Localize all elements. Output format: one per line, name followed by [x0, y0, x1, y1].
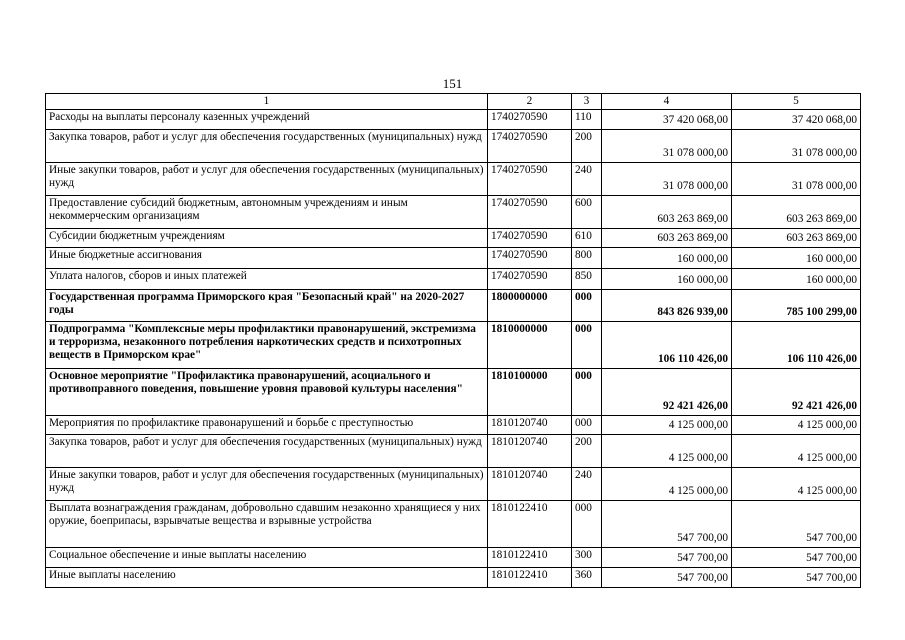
row-value-5-cell: 4 125 000,00	[732, 468, 861, 501]
row-name-cell: Расходы на выплаты персоналу казенных учреждений	[46, 110, 488, 130]
row-code-cell: 1740270590	[488, 229, 572, 248]
row-code-cell: 1810122410	[488, 501, 572, 548]
row-value-4-cell: 92 421 426,00	[602, 369, 732, 416]
table-row	[46, 548, 861, 568]
row-value-5-cell: 31 078 000,00	[732, 163, 861, 196]
row-value-4-cell: 160 000,00	[602, 269, 732, 290]
table-row	[46, 416, 861, 435]
table-row	[46, 248, 861, 269]
row-value-4-cell: 547 700,00	[602, 501, 732, 548]
row-value-4-cell: 4 125 000,00	[602, 435, 732, 468]
table-row	[46, 290, 861, 322]
row-name-cell: Закупка товаров, работ и услуг для обеспечения государственных (муниципальных) нужд	[46, 130, 488, 163]
table-row	[46, 163, 861, 196]
row-name-cell: Иные закупки товаров, работ и услуг для обеспечения государственных (муниципальных) нужд	[46, 163, 488, 196]
row-name-cell: Социальное обеспечение и иные выплаты населению	[46, 548, 488, 568]
row-value-5-cell: 547 700,00	[732, 548, 861, 568]
table-row	[46, 229, 861, 248]
row-value-5-cell: 106 110 426,00	[732, 322, 861, 369]
row-value-4-cell: 31 078 000,00	[602, 163, 732, 196]
row-name-cell: Иные выплаты населению	[46, 568, 488, 588]
row-value-4-cell: 106 110 426,00	[602, 322, 732, 369]
row-value-5-cell: 4 125 000,00	[732, 416, 861, 435]
row-name-cell: Мероприятия по профилактике правонарушений и борьбе с преступностью	[46, 416, 488, 435]
budget-table-body	[46, 94, 861, 588]
table-row	[46, 322, 861, 369]
row-kind-cell: 200	[572, 130, 602, 163]
row-kind-cell: 000	[572, 501, 602, 548]
row-code-cell: 1740270590	[488, 130, 572, 163]
row-value-4-cell: 160 000,00	[602, 248, 732, 269]
row-value-5-cell: 160 000,00	[732, 269, 861, 290]
header-row	[46, 94, 861, 110]
row-value-5-cell: 603 263 869,00	[732, 229, 861, 248]
row-kind-cell: 850	[572, 269, 602, 290]
row-value-4-cell: 603 263 869,00	[602, 196, 732, 229]
row-code-cell: 1740270590	[488, 196, 572, 229]
budget-table	[45, 93, 861, 588]
row-value-5-cell: 92 421 426,00	[732, 369, 861, 416]
row-value-5-cell: 37 420 068,00	[732, 110, 861, 130]
row-name-cell: Государственная программа Приморского края "Безопасный край" на 2020-2027 годы	[46, 290, 488, 322]
table-row	[46, 130, 861, 163]
table-row	[46, 435, 861, 468]
header-cell-4: 4	[602, 94, 732, 110]
header-cell-5: 5	[732, 94, 861, 110]
table-row	[46, 369, 861, 416]
row-value-4-cell: 37 420 068,00	[602, 110, 732, 130]
row-value-4-cell: 4 125 000,00	[602, 468, 732, 501]
row-value-5-cell: 31 078 000,00	[732, 130, 861, 163]
row-kind-cell: 110	[572, 110, 602, 130]
row-code-cell: 1810122410	[488, 548, 572, 568]
row-name-cell: Иные закупки товаров, работ и услуг для обеспечения государственных (муниципальных) нужд	[46, 468, 488, 501]
row-value-5-cell: 4 125 000,00	[732, 435, 861, 468]
row-kind-cell: 200	[572, 435, 602, 468]
row-name-cell: Основное мероприятие "Профилактика правонарушений, асоциального и противоправного поведения, повышение уровня правовой культуры населения"	[46, 369, 488, 416]
table-row	[46, 468, 861, 501]
row-code-cell: 1740270590	[488, 110, 572, 130]
row-value-5-cell: 603 263 869,00	[732, 196, 861, 229]
header-cell-2: 2	[488, 94, 572, 110]
table-row	[46, 110, 861, 130]
row-kind-cell: 360	[572, 568, 602, 588]
row-kind-cell: 000	[572, 416, 602, 435]
row-name-cell: Уплата налогов, сборов и иных платежей	[46, 269, 488, 290]
row-kind-cell: 240	[572, 468, 602, 501]
row-value-5-cell: 547 700,00	[732, 501, 861, 548]
row-value-4-cell: 843 826 939,00	[602, 290, 732, 322]
row-kind-cell: 600	[572, 196, 602, 229]
row-value-5-cell: 547 700,00	[732, 568, 861, 588]
row-value-4-cell: 603 263 869,00	[602, 229, 732, 248]
table-row	[46, 501, 861, 548]
table-row	[46, 568, 861, 588]
row-kind-cell: 240	[572, 163, 602, 196]
header-cell-1: 1	[46, 94, 488, 110]
row-kind-cell: 610	[572, 229, 602, 248]
row-kind-cell: 300	[572, 548, 602, 568]
row-name-cell: Выплата вознаграждения гражданам, добровольно сдавшим незаконно хранящиеся у них оружие, боеприпасы, взрывчатые вещества и взрывные устройства	[46, 501, 488, 548]
row-code-cell: 1740270590	[488, 269, 572, 290]
table-row	[46, 269, 861, 290]
row-value-4-cell: 547 700,00	[602, 568, 732, 588]
row-code-cell: 1800000000	[488, 290, 572, 322]
row-code-cell: 1810122410	[488, 568, 572, 588]
row-code-cell: 1810000000	[488, 322, 572, 369]
row-code-cell: 1810120740	[488, 416, 572, 435]
row-name-cell: Иные бюджетные ассигнования	[46, 248, 488, 269]
page-number: 151	[442, 76, 463, 91]
row-value-4-cell: 4 125 000,00	[602, 416, 732, 435]
header-cell-3: 3	[572, 94, 602, 110]
row-value-4-cell: 547 700,00	[602, 548, 732, 568]
row-kind-cell: 000	[572, 322, 602, 369]
row-name-cell: Закупка товаров, работ и услуг для обеспечения государственных (муниципальных) нужд	[46, 435, 488, 468]
row-code-cell: 1810120740	[488, 435, 572, 468]
table-row	[46, 196, 861, 229]
row-kind-cell: 800	[572, 248, 602, 269]
row-value-5-cell: 160 000,00	[732, 248, 861, 269]
row-code-cell: 1740270590	[488, 163, 572, 196]
row-name-cell: Предоставление субсидий бюджетным, автономным учреждениям и иным некоммерческим организациям	[46, 196, 488, 229]
row-kind-cell: 000	[572, 290, 602, 322]
row-name-cell: Подпрограмма "Комплексные меры профилактики правонарушений, экстремизма и терроризма, незаконного потребления наркотических средств и психотропных веществ в Приморском крае"	[46, 322, 488, 369]
row-code-cell: 1810120740	[488, 468, 572, 501]
row-kind-cell: 000	[572, 369, 602, 416]
row-value-5-cell: 785 100 299,00	[732, 290, 861, 322]
row-value-4-cell: 31 078 000,00	[602, 130, 732, 163]
row-name-cell: Субсидии бюджетным учреждениям	[46, 229, 488, 248]
row-code-cell: 1810100000	[488, 369, 572, 416]
row-code-cell: 1740270590	[488, 248, 572, 269]
